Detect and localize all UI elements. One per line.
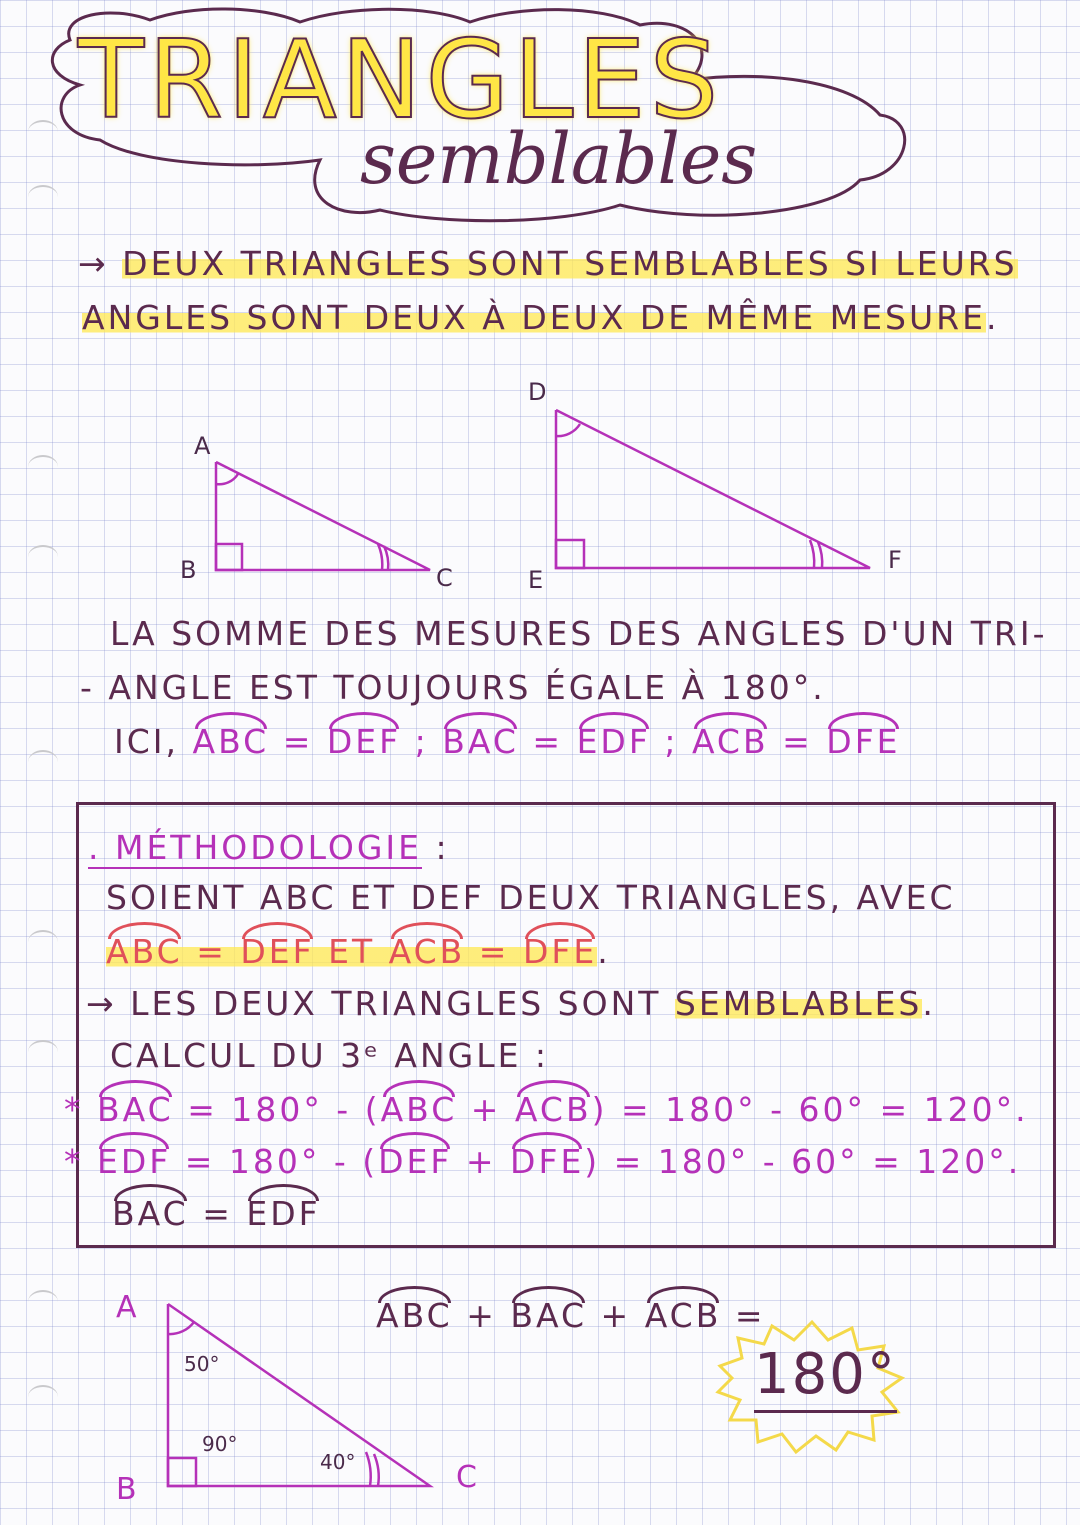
cond-angle-abc: ABC [106,932,183,971]
definition-text-1: DEUX TRIANGLES SONT SEMBLABLES SI LEURS [122,244,1018,283]
triangle-def [556,410,870,568]
page-title: TRIANGLES [78,18,723,143]
triangle-abc [216,462,430,570]
angle-edf: EDF [576,722,651,761]
sum-rule-line-1: LA SOMME DES MESURES DES ANGLES D'UN TRI- [110,614,1048,653]
vertex-label-f: F [888,546,902,574]
calc-final: BAC = EDF [112,1194,321,1233]
methodology-line-1: SOIENT ABC ET DEF DEUX TRIANGLES, AVEC [106,878,956,917]
angle-acb: ACB [691,722,769,761]
definition-line-1 [78,244,1018,283]
angle-b-value: 90° [202,1432,238,1456]
angle-a-value: 50° [184,1352,220,1376]
methodology-heading: . MÉTHODOLOGIE : [88,828,450,867]
angle-bac: BAC [442,722,519,761]
example-vertex-a: A [116,1290,137,1325]
calc-line-1: * BAC = 180° - (ABC + ACB) = 180° - 60° = 120°. [64,1090,1029,1129]
definition-line-2: ANGLES SONT DEUX À DEUX DE MÊME MESURE. [82,298,1000,337]
methodology-condition: ABC = DEF ET ACB = DFE. [106,932,611,971]
angle-dfe: DFE [826,722,901,761]
binder-hole [28,930,58,954]
cond-angle-acb: ACB [388,932,466,971]
sum-rule-line-2: - ANGLE EST TOUJOURS ÉGALE À 180°. [80,668,826,707]
sum-result: 180° [754,1340,897,1413]
star-icon: * [64,1090,84,1129]
vertex-label-c: C [436,564,453,592]
example-vertex-c: C [456,1460,477,1495]
calc-line-2: * EDF = 180° - (DEF + DFE) = 180° - 60° = 120°. [64,1142,1022,1181]
sum-example: ABC + BAC + ACB = [376,1296,766,1335]
angle-c-value: 40° [320,1450,356,1474]
angle-equalities-line: ICI, ABC = DEF ; BAC = EDF ; ACB = DFE [114,722,901,761]
vertex-label-a: A [194,432,211,460]
cond-angle-def: DEF [240,932,315,971]
calc-title: CALCUL DU 3ᵉ ANGLE : [110,1036,550,1075]
semblables-highlight: SEMBLABLES [674,984,923,1023]
binder-hole [28,750,58,774]
cond-angle-dfe: DFE [522,932,598,971]
angle-def: DEF [326,722,402,761]
vertex-label-b: B [180,556,197,584]
example-vertex-b: B [116,1472,137,1507]
page-subtitle: semblables [360,118,758,200]
vertex-label-e: E [528,566,544,594]
methodology-conclusion: → LES DEUX TRIANGLES SONT SEMBLABLES. [86,984,936,1023]
ici-label: ICI, [114,722,179,761]
vertex-label-d: D [528,378,547,406]
definition-text-2: ANGLES SONT DEUX À DEUX DE MÊME MESURE [82,298,986,337]
binder-hole [28,1040,58,1064]
angle-abc: ABC [192,722,270,761]
star-icon: * [64,1142,84,1181]
arrow-icon: → [78,244,109,283]
